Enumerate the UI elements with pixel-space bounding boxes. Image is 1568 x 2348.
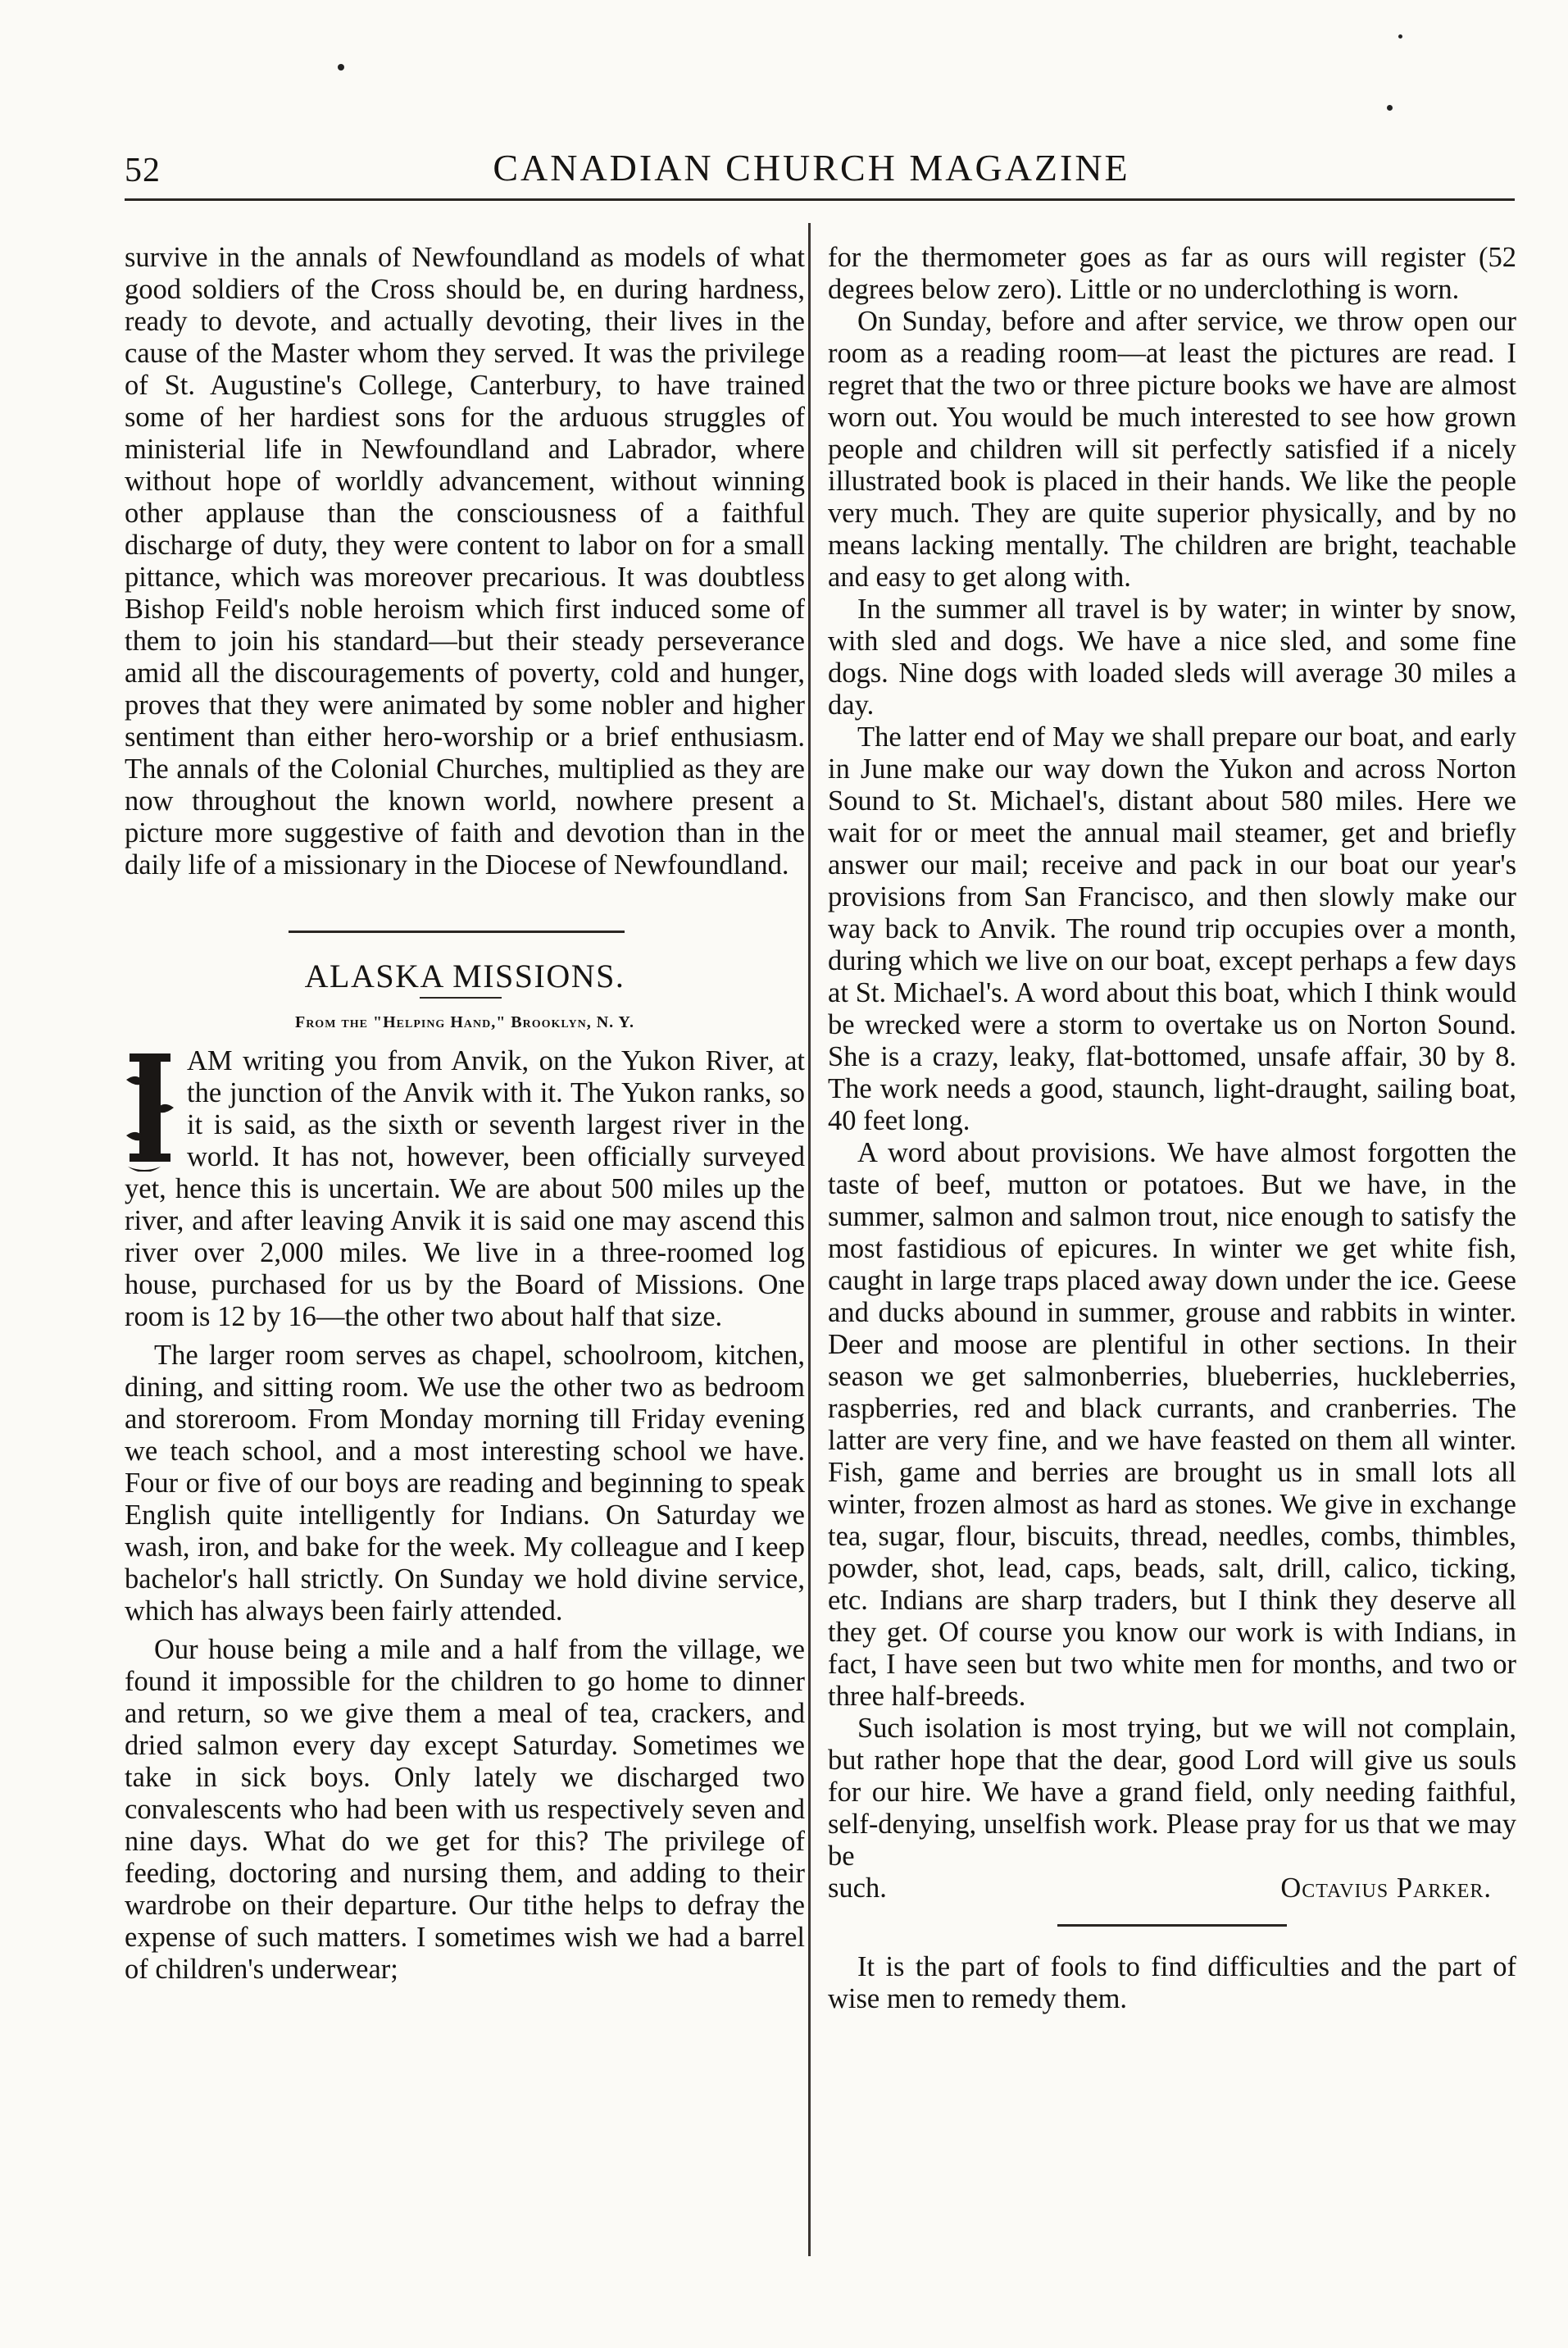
opening-paragraph bbox=[125, 1045, 805, 1333]
section-divider bbox=[125, 881, 805, 960]
page-number: 52 bbox=[125, 152, 161, 189]
author-signature: Octavius Parker. bbox=[1280, 1872, 1492, 1904]
header-rule bbox=[125, 198, 1515, 201]
ink-speck bbox=[1398, 34, 1402, 39]
column-divider bbox=[808, 223, 811, 2256]
signature-line bbox=[828, 1872, 1516, 1904]
source-line: From the "Helping Hand," Brooklyn, N. Y. bbox=[125, 1007, 805, 1039]
right-column bbox=[828, 242, 1516, 2015]
ink-speck bbox=[1387, 105, 1393, 111]
ink-speck bbox=[338, 64, 344, 71]
letter-paragraph: Such isolation is most trying, but we will not complain, but rather hope that the dear, good Lord will give us souls for our hire. We have a grand field, only needing faithful, self-denying, unselfish work. Please pray for us that we may be bbox=[828, 1713, 1516, 1872]
letter-paragraph: for the thermometer goes as far as ours will register (52 degrees below zero). Little or no underclothing is worn. bbox=[828, 242, 1516, 305]
letter-paragraph: On Sunday, before and after service, we throw open our room as a reading room—at least the pictures are read. I regret that the two or three picture books we have are almost worn out. You would be much interested to see how grown people and children will sit perfectly satisfied if a nicely illustrated book is placed in their hands. We like the people very much. They are quite superior physically, and by no means lacking mentally. The children are bright, teachable and easy to get along with. bbox=[828, 306, 1516, 593]
drop-cap-ornament bbox=[125, 1050, 175, 1172]
letter-paragraph: Our house being a mile and a half from the village, we found it impossible for the children to go home to dinner and return, so we give them a meal of tea, crackers, and dried salmon every day except Saturday. Sometimes we take in sick boys. Only lately we discharged two convalescents who had been with us respectively seven and nine days. What do we get for this? The privilege of feeding, doctoring and nursing them, and adding to their wardrobe on their departure. Our tithe helps to defray the expense of such matters. I sometimes wish we had a barrel of children's underwear; bbox=[125, 1634, 805, 1985]
section-title: ALASKA MISSIONS. bbox=[304, 958, 625, 994]
left-column bbox=[125, 242, 805, 1986]
section-rule bbox=[289, 931, 625, 933]
closing-maxim: It is the part of fools to find difficulties and the part of wise men to remedy them. bbox=[828, 1951, 1516, 2014]
letter-paragraph: In the summer all travel is by water; in winter by snow, with sled and dogs. We have a nice sled, and some fine dogs. Nine dogs with loaded sleds will average 30 miles a day. bbox=[828, 594, 1516, 721]
closing-rule bbox=[1057, 1924, 1287, 1927]
letter-paragraph: AM writing you from Anvik, on the Yukon River, at the junction of the Anvik with it. The Yukon ranks, so it is said, as the sixth or seventh largest river in the world. It has not, however, been officially surveyed yet, hence this is uncertain. We are about 500 miles up the river, and after leaving Anvik it is said one may ascend this river over 2,000 miles. We live in a three-roomed log house, purchased for us by the Board of Missions. One room is 12 by 16—the other two about half that size. bbox=[125, 1045, 805, 1332]
running-title: CANADIAN CHURCH MAGAZINE bbox=[493, 147, 1130, 189]
letter-paragraph: The larger room serves as chapel, schoolroom, kitchen, dining, and sitting room. We use the other two as bedroom and storeroom. From Monday morning till Friday evening we teach school, and a most interesting school we have. Four or five of our boys are reading and beginning to speak English quite intelligently for Indians. On Saturday we wash, iron, and bake for the week. My colleague and I keep bachelor's hall strictly. On Sunday we hold divine service, which has always been fairly attended. bbox=[125, 1340, 805, 1627]
letter-paragraph: The latter end of May we shall prepare our boat, and early in June make our way down the Yukon and across Norton Sound to St. Michael's, distant about 580 miles. Here we wait for or meet the annual mail steamer, get and briefly answer our mail; receive and pack in our boat our year's provisions from San Francisco, and then slowly make our way back to Anvik. The round trip occupies over a month, during which we live on our boat, except perhaps a few days at St. Michael's. A word about this boat, which I think would be wrecked were a storm to overtake us on Norton Sound. She is a crazy, leaky, flat-bottomed, unsafe affair, 30 by 8. The work needs a good, staunch, light-draught, sailing boat, 40 feet long. bbox=[828, 721, 1516, 1136]
letter-paragraph: A word about provisions. We have almost forgotten the taste of beef, mutton or potatoes. But we have, in the summer, salmon and salmon trout, nice enough to satisfy the most fastidious of epicures. In winter we get white fish, caught in large traps placed away down under the ice. Geese and ducks abound in summer, grouse and rabbits in winter. Deer and moose are plentiful in other sections. In their season we get salmonberries, blueberries, huckleberries, raspberries, red and black currants, and cranberries. The latter are very fine, and we have feasted on them all winter. Fish, game and berries are brought us in small lots all winter, frozen almost as hard as stones. We give in exchange tea, sugar, flour, biscuits, thread, needles, combs, thimbles, powder, shot, lead, caps, beads, salt, drill, calico, ticking, etc. Indians are sharp traders, but I think they deserve all they get. Of course you know our work is with Indians, in fact, I have seen but two white men for months, and two or three half-breeds. bbox=[828, 1137, 1516, 1712]
continued-paragraph: survive in the annals of Newfoundland as models of what good soldiers of the Cross should be, en during hardness, ready to devote, and actually devoting, their lives in the cause of the Master whom they served. It was the privilege of St. Augustine's College, Canterbury, to have trained some of her hardiest sons for the arduous struggles of ministerial life in Newfoundland and Labrador, where without hope of worldly advancement, without winning other applause than the consciousness of a faithful discharge of duty, they were content to labor on for a small pittance, which was moreover precarious. It was doubtless Bishop Feild's noble heroism which first induced some of them to join his standard—but their steady perseverance amid all the discouragements of poverty, cold and hunger, proves that they were animated by some nobler and higher sentiment than either hero-worship or a brief enthusiasm. The annals of the Colonial Churches, multiplied as they are now throughout the known world, nowhere present a picture more suggestive of faith and devotion than in the daily life of a missionary in the Diocese of Newfoundland. bbox=[125, 242, 805, 880]
page-header bbox=[0, 146, 1568, 203]
signature-lead: such. bbox=[828, 1872, 887, 1904]
